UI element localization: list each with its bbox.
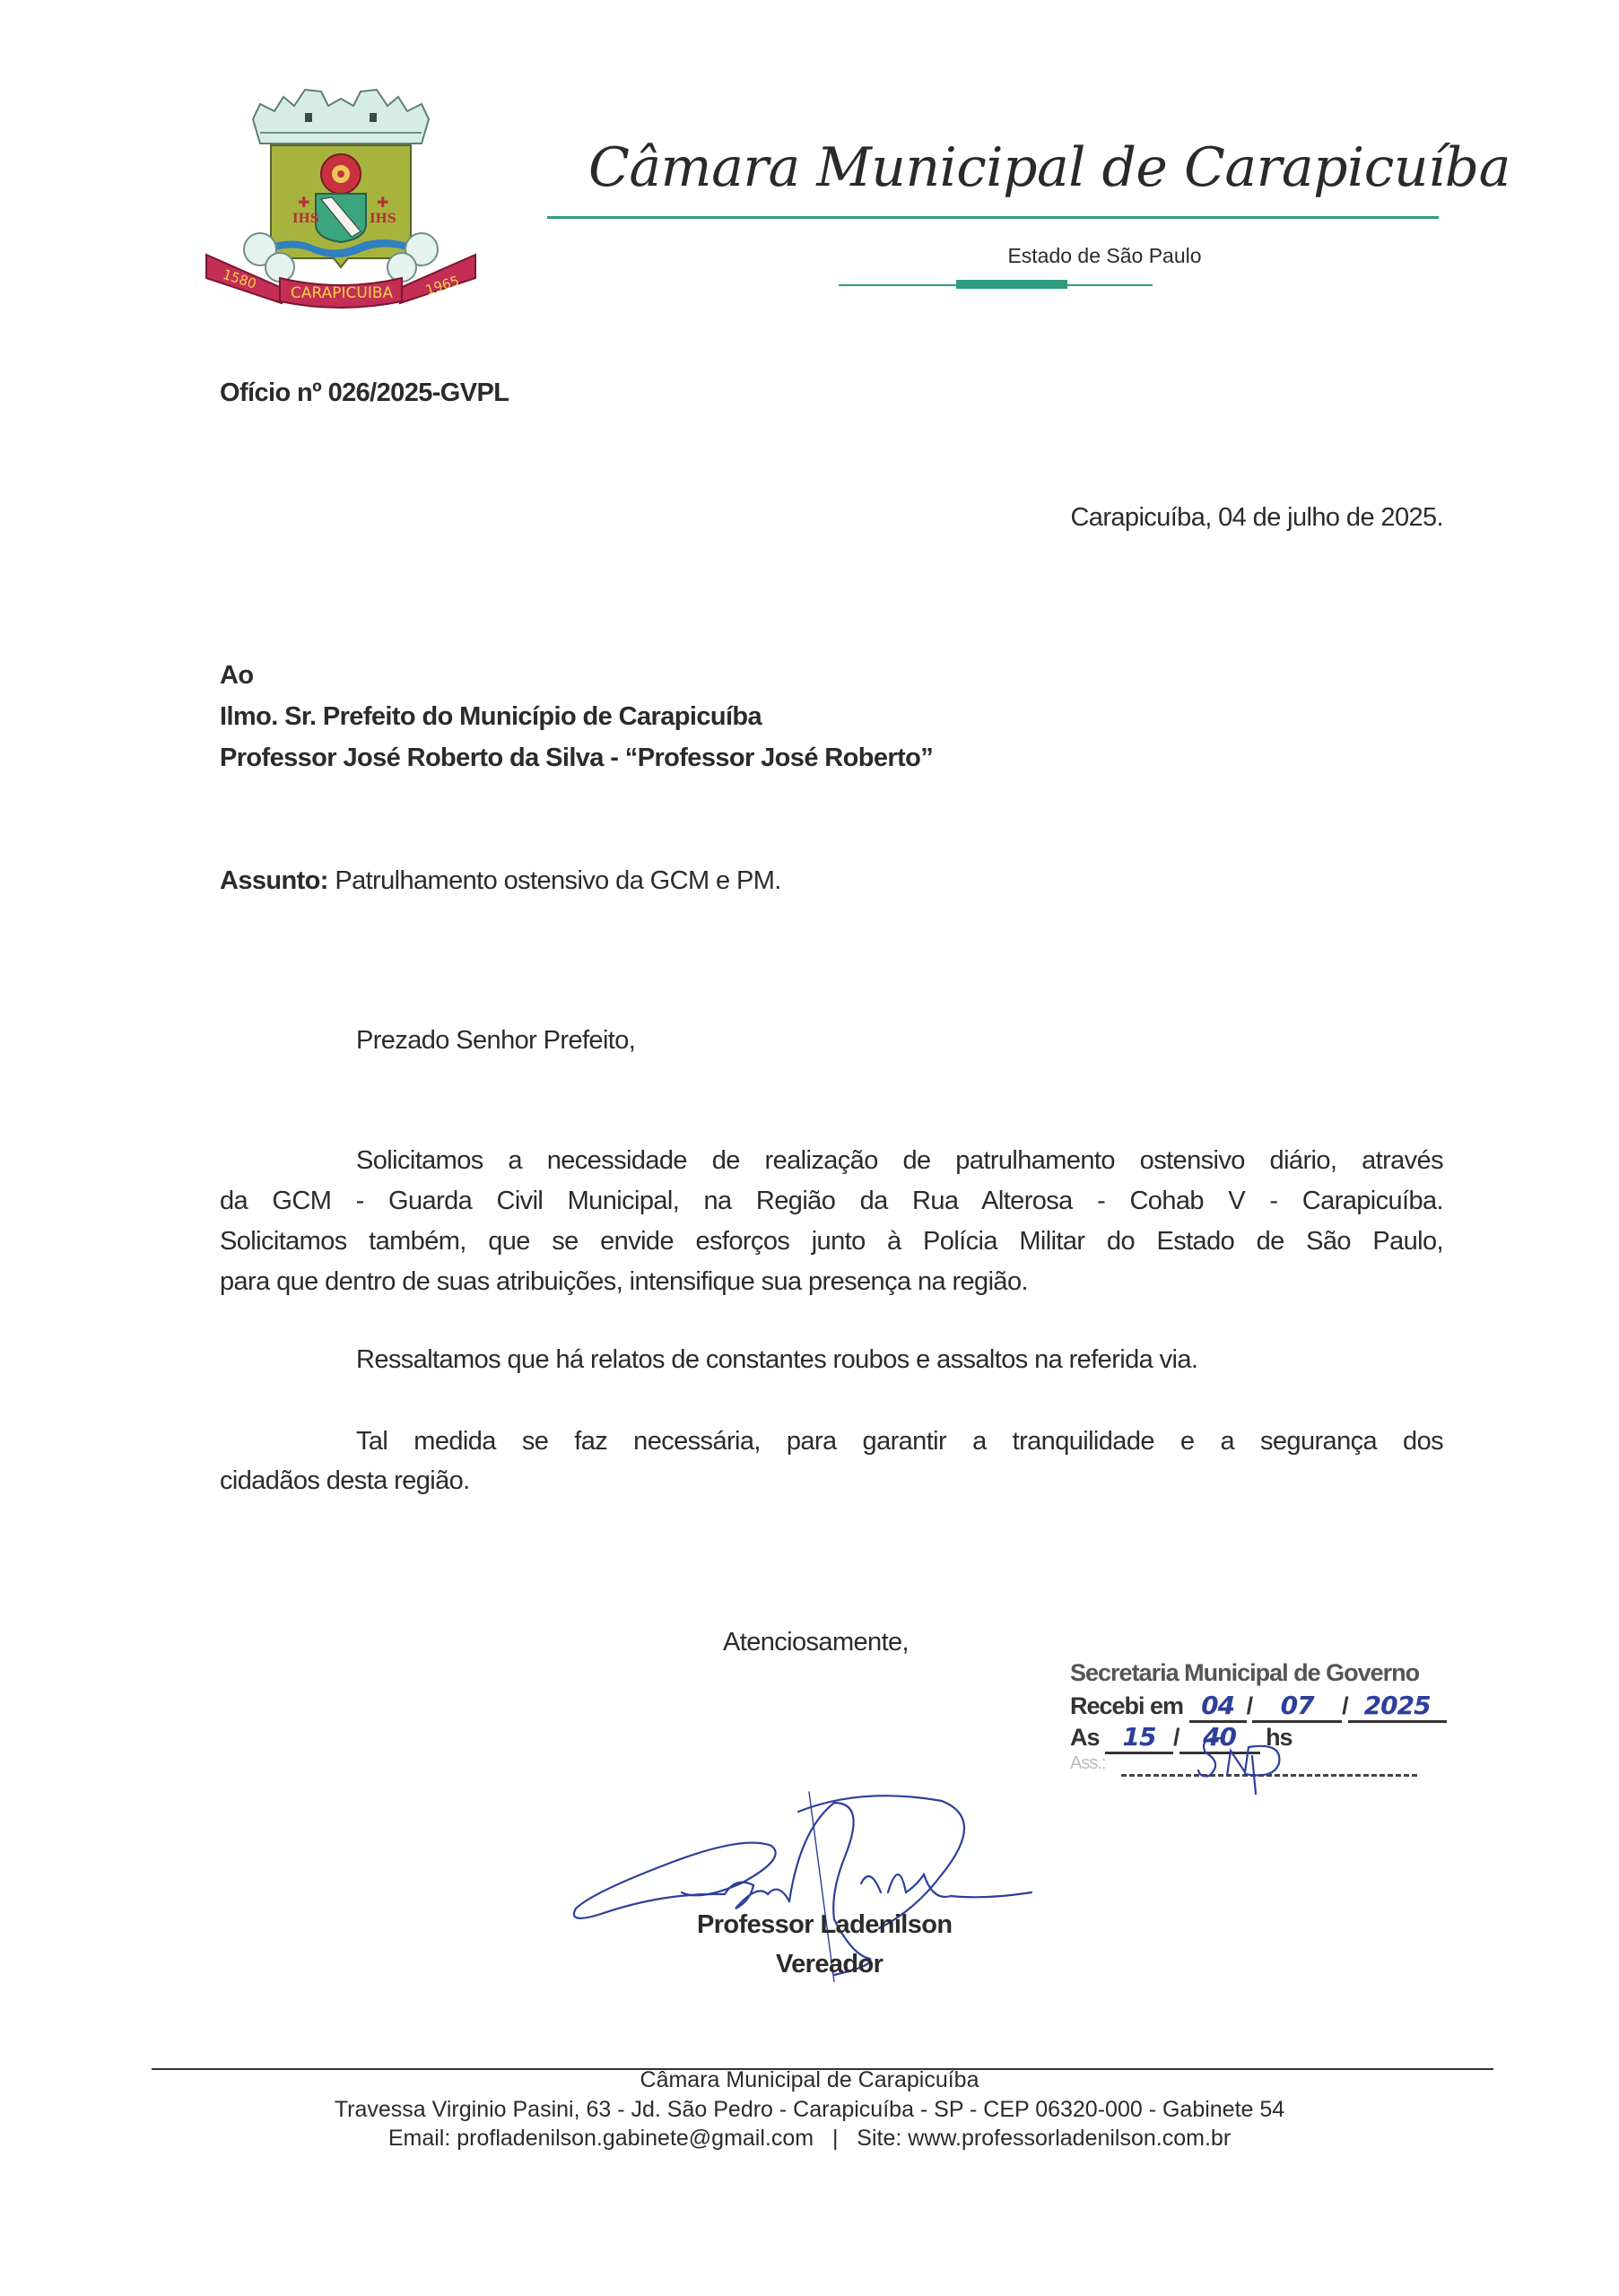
footer-site-link[interactable]: www.professorladenilson.com.br <box>908 2126 1232 2151</box>
coat-of-arms-icon <box>197 79 484 312</box>
closing: Atenciosamente, <box>723 1628 910 1657</box>
footer-address: Travessa Virginio Pasini, 63 - Jd. São Pedro - Carapicuíba - SP - CEP 06320-000 - Gabinete 54 <box>334 2097 1285 2122</box>
paragraph-2: Ressaltamos que há relatos de constantes roubos e assaltos na referida via. <box>356 1345 1198 1374</box>
paragraph-line: cidadãos desta região. <box>220 1466 470 1495</box>
subject-label: Assunto: <box>220 866 328 895</box>
svg-text:1580: 1580 <box>221 265 258 292</box>
paragraph-line: Solicitamos a necessidade de realização de patrulhamento ostensivo diário, através <box>356 1146 1443 1175</box>
stamp-time-row: As 15 / 40 hs <box>1070 1722 1293 1754</box>
recipient-title: Ilmo. Sr. Prefeito do Município de Carapicuíba <box>220 702 762 731</box>
stamp-signature-label: Ass.: <box>1070 1753 1106 1773</box>
svg-text:IHS: IHS <box>292 212 319 226</box>
stamp-received-day: 04 <box>1189 1691 1247 1723</box>
footer-institution: Câmara Municipal de Carapicuíba <box>640 2067 979 2092</box>
paragraph-line: da GCM - Guarda Civil Municipal, na Região da Rua Alterosa - Cohab V - Carapicuíba. <box>220 1187 1443 1215</box>
stamp-time-minute: 40 <box>1179 1722 1260 1754</box>
footer-separator: | <box>831 2126 839 2151</box>
stamp-received-row: Recebi em 04 / 07 / 2025 <box>1070 1691 1447 1723</box>
institution-title: Câmara Municipal de Carapicuíba <box>588 136 1510 199</box>
stamp-received-label: Recebi em <box>1070 1692 1184 1719</box>
title-underline <box>547 216 1439 219</box>
signer-name: Professor Ladenilson <box>697 1910 953 1939</box>
greeting: Prezado Senhor Prefeito, <box>356 1026 636 1055</box>
paragraph-line: Solicitamos também, que se envide esforços junto à Polícia Militar do Estado de São Paulo, <box>220 1227 1443 1256</box>
footer-contacts <box>0 2126 1619 2152</box>
recipient-salutation: Ao <box>220 661 254 690</box>
stamp-department: Secretaria Municipal de Governo <box>1070 1659 1420 1686</box>
subtitle-divider-accent <box>956 280 1067 289</box>
footer-email-link[interactable]: profladenilson.gabinete@gmail.com <box>457 2126 814 2151</box>
stamp-time-hour: 15 <box>1105 1722 1173 1754</box>
svg-text:✚: ✚ <box>298 196 310 211</box>
svg-text:1965: 1965 <box>423 272 462 299</box>
recipient-name: Professor José Roberto da Silva - “Professor José Roberto” <box>220 744 934 772</box>
svg-text:IHS: IHS <box>370 212 396 226</box>
document-reference: Ofício nº 026/2025-GVPL <box>220 378 509 407</box>
place-date: Carapicuíba, 04 de julho de 2025. <box>1070 503 1443 532</box>
footer-email-label: Email: <box>387 2126 451 2151</box>
footer-site-label: Site: <box>857 2126 902 2151</box>
stamp-time-label: As <box>1070 1724 1100 1751</box>
svg-text:✚: ✚ <box>377 196 389 211</box>
svg-text:CARAPICUIBA: CARAPICUIBA <box>291 284 394 302</box>
stamp-time-suffix: hs <box>1266 1724 1293 1751</box>
stamp-initials-icon <box>1193 1733 1292 1796</box>
crown-icon <box>253 90 429 144</box>
state-subtitle: Estado de São Paulo <box>1007 244 1202 267</box>
signer-role: Vereador <box>776 1950 883 1979</box>
subject-text: Patrulhamento ostensivo da GCM e PM. <box>335 866 781 895</box>
stamp-received-month: 07 <box>1252 1691 1342 1723</box>
stamp-received-year: 2025 <box>1348 1691 1447 1723</box>
paragraph-line: para que dentro de suas atribuições, intensifique sua presença na região. <box>220 1267 1028 1296</box>
paragraph-line: Tal medida se faz necessária, para garantir a tranquilidade e a segurança dos <box>356 1427 1443 1456</box>
subject-line <box>220 866 781 896</box>
